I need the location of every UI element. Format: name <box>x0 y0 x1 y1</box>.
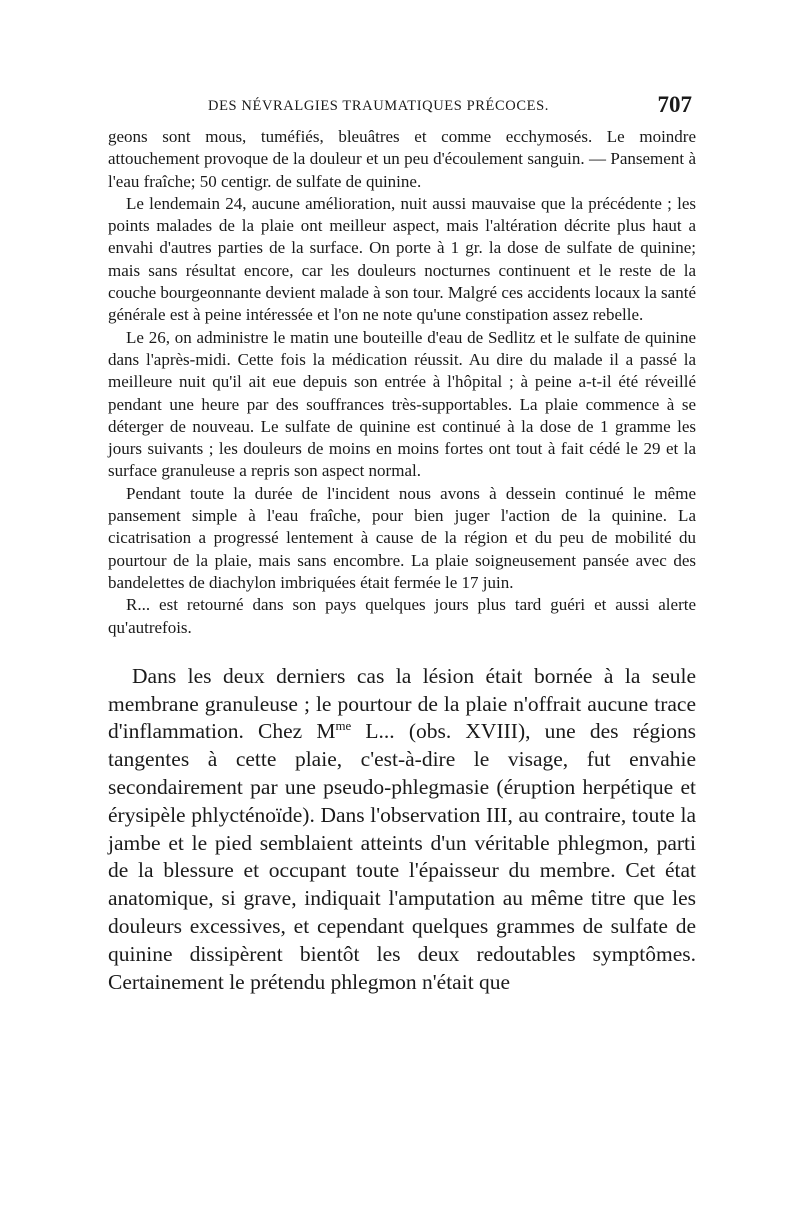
running-title: DES NÉVRALGIES TRAUMATIQUES PRÉCOCES. <box>208 98 549 114</box>
discussion-text <box>108 663 696 997</box>
discussion-part-1: Dans les deux derniers cas la lésion était bornée à la seule membrane granuleuse ; le pourtour de la plaie n'offrait aucune trace d'inflammation. Chez M <box>108 663 696 744</box>
discussion-part-2: L... (obs. XVIII), une des régions tangentes à cette plaie, c'est-à-dire le visage, fut envahie secondairement par une pseudo-phlegmasie (éruption herpétique et érysipèle phlycténoïde). Dans l'observation III, au contraire, toute la jambe et le pied semblaient atteints d'un véritable phlegmon, parti de la blessure et occupant toute l'épaisseur du membre. Cet état anatomique, si grave, indiquait l'amputation au même titre que les douleurs excessives, et cependant quelques grammes de sulfate de quinine dissipèrent bientôt les deux redoutables symptômes. Certainement le prétendu phlegmon n'était que <box>108 719 696 994</box>
book-page <box>108 92 696 996</box>
page-number: 707 <box>657 92 692 117</box>
paragraph: Le 26, on administre le matin une bouteille d'eau de Sedlitz et le sulfate de quinine dans l'après-midi. Cette fois la médication réussit. Au dire du malade il a passé la meilleure nuit qu'il ait eue depuis son entrée à l'hôpital ; à peine a-t-il été réveillé pendant une heure par des souffrances très-supportables. La plaie commence à se déterger de nouveau. Le sulfate de quinine est continué à la dose de 1 gramme les jours suivants ; les douleurs de moins en moins fortes ont tout à fait cédé le 29 et la surface granuleuse a repris son aspect normal. <box>108 327 696 481</box>
paragraph: Pendant toute la durée de l'incident nous avons à dessein continué le même pansement simple à l'eau fraîche, pour bien juger l'action de la quinine. La cicatrisation a progressé lentement à cause de la région et du peu de mobilité du pourtour de la plaie, mais sans encombre. La plaie soigneusement pansée avec des bandelettes de diachylon imbriquées était fermée le 17 juin. <box>108 483 696 592</box>
paragraph: R... est retourné dans son pays quelques jours plus tard guéri et aussi alerte qu'autrefois. <box>108 595 696 637</box>
discussion-paragraph <box>108 663 696 997</box>
running-header <box>108 92 696 122</box>
title-abbreviation-superscript: me <box>335 719 352 734</box>
observation-text <box>108 126 696 639</box>
paragraph: Le lendemain 24, aucune amélioration, nuit aussi mauvaise que la précédente ; les points malades de la plaie ont meilleur aspect, mais l'altération décrite plus haut a envahi d'autres parties de la surface. On porte à 1 gr. la dose de sulfate de quinine; mais sans résultat encore, car les douleurs nocturnes continuent et le reste de la couche bourgeonnante devient malade à son tour. Malgré ces accidents locaux la santé générale est à peine intéressée et l'on ne note qu'une constipation assez rebelle. <box>108 193 696 325</box>
paragraph: geons sont mous, tuméfiés, bleuâtres et comme ecchymosés. Le moindre attouchement provoque de la douleur et un peu d'écoulement sanguin. — Pansement à l'eau fraîche; 50 centigr. de sulfate de quinine. <box>108 127 696 191</box>
